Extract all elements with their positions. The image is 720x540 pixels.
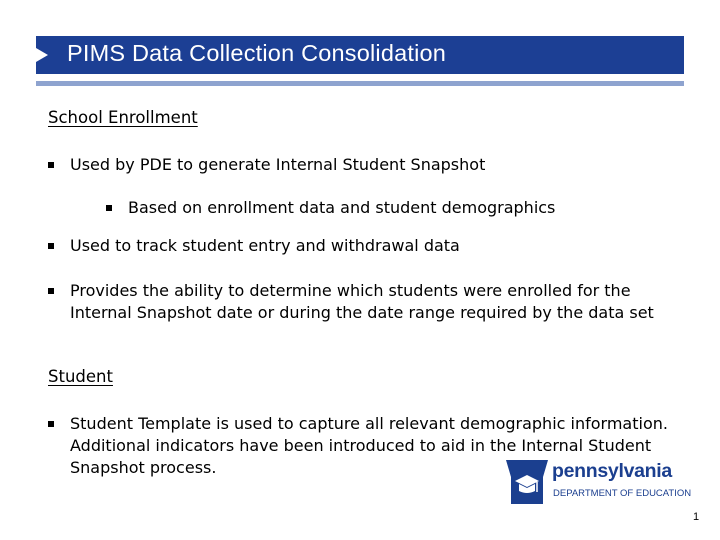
- square-bullet-icon: [48, 162, 54, 168]
- square-bullet-icon: [48, 243, 54, 249]
- title-underline-bar: [36, 81, 684, 86]
- logo-department: DEPARTMENT OF EDUCATION: [553, 488, 692, 499]
- square-bullet-icon: [106, 205, 112, 211]
- square-bullet-icon: [48, 421, 54, 427]
- square-bullet-icon: [48, 288, 54, 294]
- sub-bullet-item: Based on enrollment data and student demographics: [106, 197, 666, 219]
- bullet-item: Student Template is used to capture all relevant demographic information. Additional indicators have been introduced to aid in the Internal Student Snapshot process.: [48, 413, 678, 479]
- bullet-item: Used to track student entry and withdrawal data: [48, 235, 678, 257]
- section-heading-student: Student: [48, 367, 113, 386]
- slide-title: PIMS Data Collection Consolidation: [67, 40, 447, 66]
- title-bar: [36, 36, 684, 74]
- bullet-item: Provides the ability to determine which students were enrolled for the Internal Snapshot date or during the date range required by the data set: [48, 280, 678, 324]
- page-number: 1: [693, 511, 700, 523]
- bullet-item: Used by PDE to generate Internal Student Snapshot: [48, 154, 678, 176]
- section-heading-school-enrollment: School Enrollment: [48, 108, 198, 127]
- pa-education-logo: [505, 459, 690, 505]
- logo-name: pennsylvania: [552, 460, 672, 482]
- keystone-icon: [505, 459, 549, 505]
- title-arrow-icon: [36, 48, 48, 62]
